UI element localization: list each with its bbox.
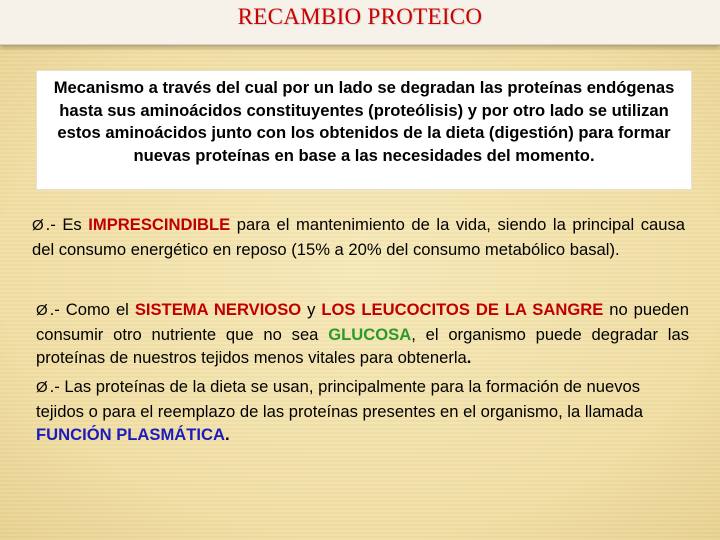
point-2-highlight-glucose: GLUCOSA — [328, 324, 412, 344]
bullet-arrow-icon: Ø — [32, 217, 44, 234]
point-2-mid-2: no pueden consumir otro nutriente que no sea — [36, 300, 689, 344]
bullet-arrow-icon: Ø — [36, 379, 48, 396]
point-2-highlight-nervous-system: SISTEMA NERVIOSO — [134, 300, 302, 319]
definition-box — [36, 70, 692, 190]
point-1 — [32, 213, 685, 261]
point-2-highlight-leukocytes: LOS LEUCOCITOS DE LA SANGRE — [321, 300, 604, 319]
point-2-prefix: .- Como el — [49, 300, 135, 319]
point-1-prefix: .- Es — [45, 215, 89, 234]
definition-text: Mecanismo a través del cual por un lado se degradan las proteínas endógenas hasta sus aminoácidos constituyentes (proteólisis) y por otro lado se utilizan estos aminoácidos junto con los obtenidos de la dieta (digestión) para formar nuevas proteínas en base a las necesidades del momento. — [53, 78, 675, 165]
point-3-highlight: FUNCIÓN PLASMÁTICA — [36, 425, 225, 444]
point-2-end: . — [466, 348, 472, 367]
point-3 — [36, 375, 676, 447]
bullet-arrow-icon: Ø — [36, 302, 48, 319]
point-2 — [36, 298, 689, 370]
point-1-rest: para el mantenimiento de la vida, siendo la principal causa del consumo energético en reposo (15% a 20% del consumo metabólico basal). — [32, 215, 685, 259]
point-3-prefix: .- Las proteínas de la dieta se usan, principalmente para la formación de nuevos tejidos o para el reemplazo de las proteínas presentes en el organismo, la llamada — [36, 377, 643, 421]
page-title: RECAMBIO PROTEICO — [237, 4, 483, 29]
title-bar — [0, 0, 720, 45]
point-3-end: . — [224, 425, 230, 444]
point-2-mid-3: , el organismo puede degradar las proteínas de nuestros tejidos menos vitales para obtenerla — [36, 324, 689, 367]
point-1-highlight: IMPRESCINDIBLE — [88, 215, 231, 234]
point-2-mid-1: y — [301, 300, 322, 319]
